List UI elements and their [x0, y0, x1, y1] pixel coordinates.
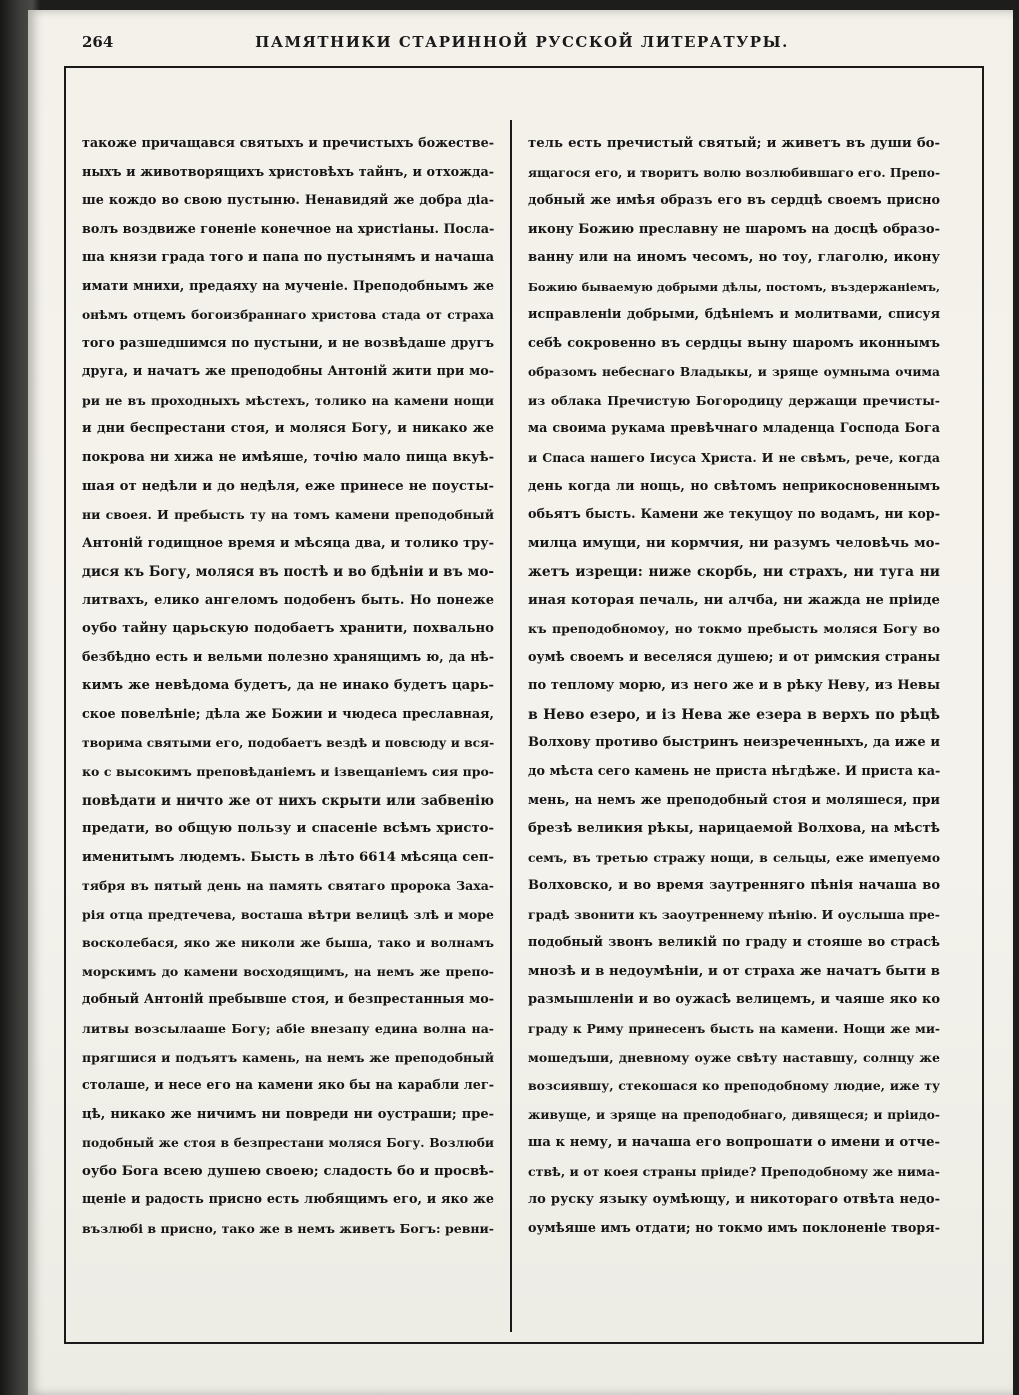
text-line: онѣмъ отцемъ богоизбраннаго христова стада от страха: [82, 307, 494, 323]
text-line: обьятъ бысть. Камени же текущоу по водамъ, ни кор-: [528, 507, 940, 523]
text-line: творима святыми его, подобаетъ вездѣ и повсюду и вся-: [82, 735, 494, 751]
text-line: именитымъ людемъ. Бысть в лѣто 6614 мѣсяца сеп-: [82, 849, 494, 865]
text-line: прягшися и подъятъ камень, на немъ же преподобный: [82, 1049, 494, 1065]
text-line: иная которая печаль, ни алчба, ни жажда не пріиде: [528, 592, 940, 608]
running-head: [64, 30, 980, 60]
text-line: Антоній годищное время и мѣсяца два, и толико тру-: [82, 535, 494, 551]
text-line: ри не въ проходныхъ мѣстехъ, толико на камени нощи: [82, 392, 494, 408]
text-line: мошедъши, дневному оуже свѣту наставшу, солнцу же: [528, 1049, 940, 1065]
text-line: друга, и начатъ же преподобны Антоній жити при мо-: [82, 364, 494, 380]
text-line: литвахъ, елико ангеломъ подобенъ быть. Но понеже: [82, 592, 494, 608]
text-line: оубо тайну царьскую подобаетъ хранити, похвально: [82, 621, 494, 637]
text-line: волъ воздвиже гоненіе конечное на христіаны. Посла-: [82, 221, 494, 237]
text-line: къ преподобномоу, но токмо пребысть моляся Богу во: [528, 621, 940, 637]
text-line: добный же имѣя образъ его въ сердцѣ своемъ присно: [528, 193, 940, 209]
text-line: ма своима рукама превѣчнаго младенца Господа Бога: [528, 421, 940, 437]
text-line: столаше, и несе его на камени яко бы на карабли лег-: [82, 1078, 494, 1094]
text-line: Божию бываемую добрыми дѣлы, постомъ, въздержаніемъ,: [528, 279, 940, 294]
text-line: и Спаса нашего Іисуса Христа. И не свѣмъ, рече, когда: [528, 450, 940, 466]
text-line: тель есть пречистый святый; и живетъ въ души бо-: [528, 136, 940, 151]
text-line: градѣ звонити къ заоутреннему пѣнію. И оуслыша пре-: [528, 906, 940, 922]
text-line: добный Антоній пребывше стоя, и безпрестанныя мо-: [82, 992, 494, 1008]
text-line: покрова ни хижа не имѣяше, точію мало пища вкуѣ-: [82, 450, 494, 466]
text-line: морскимъ до камени восходящимъ, на немъ же препо-: [82, 963, 494, 979]
text-line: брезѣ великия рѣкы, нарицаемой Волхова, на мѣстѣ: [528, 821, 940, 837]
text-line: семъ, въ третью стражу нощи, в сельцы, еже имепуемо: [528, 849, 940, 865]
text-line: оумѣяше имъ отдати; но токмо имъ поклоненіе творя-: [528, 1220, 940, 1236]
text-line: ша к нему, и начаша его вопрошати о имени и отче-: [528, 1135, 940, 1151]
text-line: подобный звонъ великій по граду и стояше во страсѣ: [528, 935, 940, 951]
text-line: исправленіи добрыми, бдѣніемъ и молитвами, списуя: [528, 307, 940, 323]
text-line: ныхъ и животворящихъ христовѣхъ тайнъ, и отхожда-: [82, 164, 494, 180]
text-line: день когда ли нощь, но свѣтомъ неприкосновеннымъ: [528, 478, 940, 494]
text-line: ванну или на иномъ чесомъ, но тоу, глаголю, икону: [528, 250, 940, 266]
book-page: [28, 10, 1013, 1395]
text-line: Волховско, и во время заутренняго пѣнія начаша во: [528, 878, 940, 894]
text-line: ко с высокимъ преповѣданіемъ и ізвещаніемъ сия про-: [82, 764, 494, 780]
text-line: такоже причащався святыхъ и пречистыхъ божестве-: [82, 136, 494, 151]
text-line: ша князи града того и папа по пустынямъ и начаша: [82, 250, 494, 266]
text-line: шая от недѣли и до недѣля, еже принесе не поусты-: [82, 478, 494, 494]
text-line: жетъ изрещи: ниже скорбь, ни страхъ, ни туга ни: [528, 564, 940, 581]
running-title: ПАМЯТНИКИ СТАРИННОЙ РУССКОЙ ЛИТЕРАТУРЫ.: [255, 33, 789, 51]
text-line: мень, на немъ же преподобный стоя и моляшеся, при: [528, 792, 940, 808]
text-line: ло руску языку оумѣющу, и никотораго отвѣта недо-: [528, 1192, 940, 1208]
text-line: того разшедшимся по пустыни, и не возвѣдаше другъ: [82, 335, 494, 351]
text-line: цѣ, никако же ничимъ ни повреди ни оустраши; пре-: [82, 1106, 494, 1122]
text-line: имати мнихи, предаяху на мученіе. Преподобнымъ же: [82, 278, 494, 294]
text-line: милца имущи, ни кормчия, ни разумъ человѣчь мо-: [528, 535, 940, 551]
text-line: оубо Бога всею душею своею; сладость бо и просвѣ-: [82, 1163, 494, 1179]
text-line: граду к Риму принесенъ бысть на камени. Нощи же ми-: [528, 1020, 940, 1036]
text-line: щеніе и радость присно есть любящимъ его, и яко же: [82, 1192, 494, 1208]
text-line: безбѣдно есть и вельми полезно хранящимъ ю, да нѣ-: [82, 649, 494, 665]
text-line: восколебася, яко же николи же быша, тако и волнамъ: [82, 935, 494, 951]
text-line: по теплому морю, из него же и в рѣку Неву, из Невы: [528, 678, 940, 694]
text-line: дися къ Богу, моляся въ постѣ и во бдѣніи и въ мо-: [82, 564, 494, 581]
text-line: живуще, и зряще на преподобнаго, дивящеся; и пріидо-: [528, 1106, 940, 1122]
text-column-right: [528, 130, 940, 1243]
text-line: ское повелѣніе; дѣла же Божии и чюдеса преславная,: [82, 706, 494, 722]
text-line: себѣ сокровенно въ сердцы выну шаромъ иконнымъ: [528, 335, 940, 351]
text-line: ше кождо во свою пустыню. Ненавидяй же добра діа-: [82, 193, 494, 209]
text-line: подобный же стоя в безпрестани моляся Богу. Возлюби: [82, 1135, 494, 1151]
text-line: Волхову противо быстринъ неизреченныхъ, да иже и: [528, 735, 940, 751]
text-line: тября въ пятый день на память святаго пророка Заха-: [82, 878, 494, 894]
text-line: из облака Пречистую Богородицу держащи пречисты-: [528, 392, 940, 408]
text-line: ящагося его, и творитъ волю возлюбившаго его. Препо-: [528, 164, 940, 180]
text-line: возсиявшу, стекошася ко преподобному людие, иже ту: [528, 1078, 940, 1094]
text-frame: [64, 66, 984, 1344]
text-line: оумѣ своемъ и веселяся душею; и от римския страны: [528, 649, 940, 665]
text-line: възлюбі в присно, тако же в немъ живетъ Богъ: ревни-: [82, 1220, 494, 1236]
text-line: и дни беспрестани стоя, и моляся Богу, и никако же: [82, 421, 494, 437]
text-line: размышленіи и во оужасѣ велицемъ, и чаяше яко ко: [528, 992, 940, 1008]
text-column-left: [82, 130, 494, 1243]
text-line: образомъ небеснаго Владыкы, и зряще оумныма очима: [528, 364, 940, 380]
text-line: повѣдати и ничто же от нихъ скрыти или забвенію: [82, 792, 494, 809]
text-line: предати, во общую пользу и спасеніе всѣмъ христо-: [82, 821, 494, 837]
page-number: 264: [82, 33, 114, 51]
text-line: до мѣста сего камень не приста нѣгдѣже. И приста ка-: [528, 764, 940, 780]
text-line: мнозѣ и в недоумѣніи, и от страха же начатъ быти в: [528, 963, 940, 979]
text-line: ни своея. И пребысть ту на томъ камени преподобный: [82, 507, 494, 523]
text-line: кимъ же невѣдома будетъ, да не инако будетъ царь-: [82, 678, 494, 694]
text-line: ствѣ, и от коея страны пріиде? Преподобному же нима-: [528, 1163, 940, 1179]
text-line: рія отца предтечева, восташа вѣтри велицѣ злѣ и море: [82, 906, 494, 922]
text-line: в Нево езеро, и із Нева же езера в верхъ по рѣцѣ: [528, 706, 940, 723]
text-line: икону Божию преславну не шаромъ на досцѣ образо-: [528, 221, 940, 237]
column-divider: [510, 120, 512, 1332]
text-line: литвы возсылааше Богу; абіе внезапу едина волна на-: [82, 1020, 494, 1036]
